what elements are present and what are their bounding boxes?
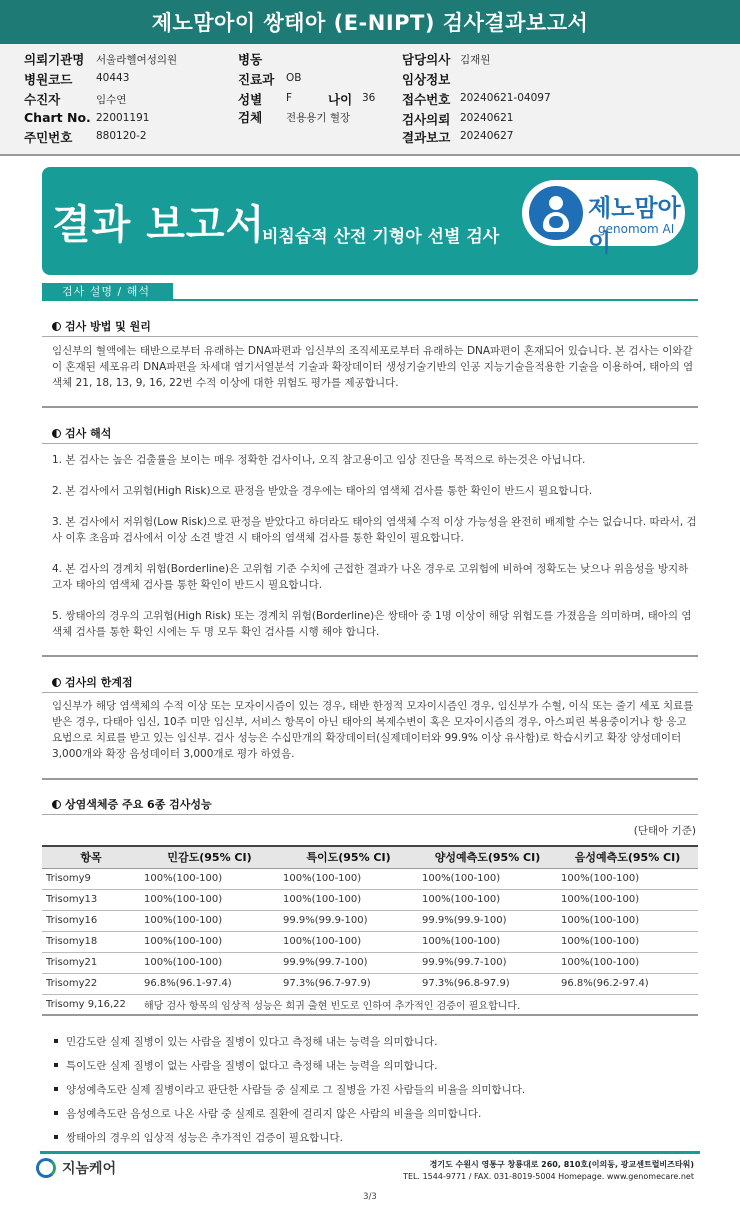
result-banner	[42, 167, 698, 275]
table-header-row	[42, 846, 698, 868]
divider	[42, 443, 698, 444]
cell-value: 100%(100-100)	[418, 889, 557, 910]
bullet-icon	[54, 1087, 58, 1091]
cell-value: 97.3%(96.7-97.9)	[279, 973, 418, 994]
chart-no-value: 22001191	[96, 112, 150, 124]
cell-item: Trisomy18	[42, 931, 140, 952]
table-row	[42, 931, 698, 952]
table-row	[42, 889, 698, 910]
cell-value: 100%(100-100)	[279, 931, 418, 952]
genomecare-logo: 지놈케어	[36, 1158, 116, 1178]
patient-name-value: 임수연	[96, 94, 127, 106]
banner-title: 결과 보고서	[52, 202, 266, 248]
method-heading: 검사 방법 및 원리	[52, 318, 151, 334]
bullet-icon	[54, 1063, 58, 1067]
half-circle-icon	[52, 322, 61, 331]
divider	[42, 692, 698, 693]
chart-no-label: Chart No.	[24, 110, 91, 125]
interpretation-item: 1. 본 검사는 높은 검출률을 보이는 매우 정확한 검사이나, 오직 참고용이고 임상 진단을 목적으로 하는것은 아닙니다.	[52, 454, 586, 466]
interpretation-item: 3. 본 검사에서 저위험(Low Risk)으로 판정을 받았다고 하더라도 태아의 염색체 수적 이상 가능성을 완전히 배제할 수는 없습니다. 따라서, 검사 이후 초음파 검사에서 이상 소견 발견 시 태아의 염색체 검사를 통한 확인이 필요합니다.	[52, 516, 697, 544]
method-text: 임신부의 혈액에는 태반으로부터 유래하는 DNA파편과 임신부의 조직세포로부터 유래하는 DNA파편이 혼재되어 있습니다. 본 검사는 이와같이 혼재된 세포유리 DNA파편을 차세대 염기서열분석 기술과 확장데이터 생성기술기반의 인공 지능기술을적용한 기술을 이용하여, 태아의 염색체 21, 18, 13, 9, 16, 22번 수적 이상에 대한 위험도 평가를 제공합니다.	[52, 345, 694, 389]
col-header-item: 항목	[42, 846, 140, 868]
cell-value: 100%(100-100)	[557, 910, 698, 931]
hospital-label: 의뢰기관명	[24, 52, 85, 67]
list-item: 특이도란 실제 질병이 없는 사람을 질병이 없다고 측정해 내는 능력을 의미합니다.	[54, 1059, 525, 1083]
banner-subtitle: 비침습적 산전 기형아 선별 검사	[262, 227, 500, 247]
request-date-value: 20240621	[460, 112, 514, 124]
col-header-ppv: 양성예측도(95% CI)	[418, 846, 557, 868]
cell-value: 100%(100-100)	[557, 889, 698, 910]
cell-value: 100%(100-100)	[418, 868, 557, 889]
divider	[42, 406, 698, 408]
list-item: 음성예측도란 음성으로 나온 사람 중 실제로 질환에 걸리지 않은 사람의 비율을 의미합니다.	[54, 1107, 525, 1131]
interpretation-item: 4. 본 검사의 경계치 위험(Borderline)은 고위험 기준 수치에 근접한 결과가 나온 경우로 고위험에 비하여 정확도는 낮으나 위음성을 방지하고자 태아의 염색체 검사를 통한 확인이 반드시 필요합니다.	[52, 563, 689, 591]
contact-line: TEL. 1544-9771 / FAX. 031-8019-5004 Homepage. www.genomecare.net	[403, 1172, 694, 1181]
page-number: 3/3	[363, 1192, 377, 1202]
cell-value: 100%(100-100)	[140, 931, 279, 952]
bullet-icon	[54, 1135, 58, 1139]
cell-item: Trisomy13	[42, 889, 140, 910]
footer-divider	[40, 1151, 700, 1154]
mother-baby-icon	[529, 186, 583, 240]
section-tab-explanation: 검사 설명 / 해석	[42, 283, 173, 301]
list-item: 민감도란 실제 질병이 있는 사람을 질병이 있다고 측정해 내는 능력을 의미합니다.	[54, 1035, 525, 1059]
table-row	[42, 973, 698, 994]
performance-table	[42, 845, 698, 1016]
interpretation-item: 2. 본 검사에서 고위험(High Risk)으로 판정을 받았을 경우에는 태아의 염색체 검사를 통한 확인이 반드시 필요합니다.	[52, 485, 593, 497]
interpretation-item: 5. 쌍태아의 경우의 고위험(High Risk) 또는 경계치 위험(Borderline)은 쌍태아 중 1명 이상이 해당 위험도를 가졌음을 의미하며, 태아의 염색체 검사를 통한 확인 시에는 두 명 모두 확인 검사를 시행 해야 합니다.	[52, 610, 692, 638]
ward-label: 병동	[238, 52, 263, 67]
cell-value: 100%(100-100)	[557, 952, 698, 973]
cell-value: 100%(100-100)	[279, 868, 418, 889]
report-title: 제노맘아이 쌍태아 (E-NIPT) 검사결과보고서	[0, 0, 740, 44]
clinical-info-label: 임상정보	[402, 72, 451, 87]
bullet-icon	[54, 1111, 58, 1115]
logo-english-text: genomom AI	[598, 222, 675, 236]
half-circle-icon	[52, 429, 61, 438]
report-date-label: 결과보고	[402, 130, 451, 145]
divider	[42, 778, 698, 780]
divider	[42, 655, 698, 657]
cell-value: 99.9%(99.7-100)	[279, 952, 418, 973]
list-item: 쌍태아의 경우의 임상적 성능은 추가적인 검증이 필요합니다.	[54, 1131, 525, 1155]
cell-item: Trisomy21	[42, 952, 140, 973]
doctor-label: 담당의사	[402, 52, 451, 67]
limitations-heading: 검사의 한계점	[52, 674, 133, 690]
dept-value: OB	[286, 72, 302, 84]
table-row	[42, 910, 698, 931]
cell-value: 100%(100-100)	[140, 910, 279, 931]
performance-heading: 상염색체증 주요 6종 검사성능	[52, 796, 212, 812]
address-line: 경기도 수원시 영통구 창룡대로 260, 810호(이의동, 광교센트럴비즈타워)	[429, 1160, 694, 1169]
cell-value: 100%(100-100)	[418, 931, 557, 952]
specimen-value: 전용용기 혈장	[286, 112, 351, 124]
bullet-icon	[54, 1039, 58, 1043]
half-circle-icon	[52, 678, 61, 687]
cell-value: 96.8%(96.2-97.4)	[557, 973, 698, 994]
age-value: 36	[362, 92, 376, 104]
hospital-value: 서울라헬여성의원	[96, 54, 178, 66]
col-header-sensitivity: 민감도(95% CI)	[140, 846, 279, 868]
limitations-text: 임신부가 해당 염색체의 수적 이상 또는 모자이시즘이 있는 경우, 태반 한정적 모자이시즘인 경우, 임신부가 수혈, 이식 또는 줄기 세포 치료를 받은 경우, 다태아 임신, 10주 미만 임신부, 서비스 항목이 아닌 태아의 복제수변이 혹은 모자이시즘의 경우, 아스피린 복용중이거나 항 응고 요법으로 치료를 받고 있는 임신부. 검사 성능은 수십만개의 확장데이터(실제데이터와 99.9% 이상 유사함)로 학습시키고 확장 양성데이터 3,000개와 확장 음성데이터 3,000개로 평가 하였음.	[52, 700, 694, 760]
table-row	[42, 868, 698, 889]
cell-note: 해당 검사 항목의 임상적 성능은 희귀 출현 빈도로 인하여 추가적인 검증이 필요합니다.	[140, 994, 698, 1015]
receipt-no-label: 접수번호	[402, 92, 451, 107]
genomecare-g-icon	[36, 1158, 56, 1178]
unit-note: (단태아 기준)	[633, 825, 696, 837]
cell-value: 100%(100-100)	[140, 889, 279, 910]
cell-value: 100%(100-100)	[557, 868, 698, 889]
cell-item: Trisomy 9,16,22	[42, 994, 140, 1015]
doctor-value: 김재원	[460, 54, 491, 66]
footer-address	[403, 1159, 694, 1183]
age-label: 나이	[328, 92, 353, 107]
cell-value: 100%(100-100)	[140, 868, 279, 889]
table-row	[42, 952, 698, 973]
cell-value: 100%(100-100)	[279, 889, 418, 910]
resident-no-value: 880120-2	[96, 130, 147, 142]
patient-name-label: 수진자	[24, 92, 61, 107]
cell-value: 97.3%(96.8-97.9)	[418, 973, 557, 994]
receipt-no-value: 20240621-04097	[460, 92, 551, 104]
cell-item: Trisomy9	[42, 868, 140, 889]
cell-value: 99.9%(99.7-100)	[418, 952, 557, 973]
col-header-npv: 음성예측도(95% CI)	[557, 846, 698, 868]
cell-value: 96.8%(96.1-97.4)	[140, 973, 279, 994]
definition-notes	[54, 1035, 525, 1155]
divider	[42, 336, 698, 337]
cell-value: 100%(100-100)	[140, 952, 279, 973]
hospital-code-value: 40443	[96, 72, 130, 84]
list-item: 양성예측도란 실제 질병이라고 판단한 사람들 중 실제로 그 질병을 가진 사람들의 비율을 의미합니다.	[54, 1083, 525, 1107]
cell-value: 99.9%(99.9-100)	[418, 910, 557, 931]
cell-item: Trisomy22	[42, 973, 140, 994]
cell-value: 100%(100-100)	[557, 931, 698, 952]
cell-item: Trisomy16	[42, 910, 140, 931]
dept-label: 진료과	[238, 72, 275, 87]
genomom-logo	[522, 180, 685, 257]
half-circle-icon	[52, 800, 61, 809]
sex-label: 성별	[238, 92, 263, 107]
specimen-label: 검체	[238, 110, 263, 125]
table-row	[42, 994, 698, 1015]
resident-no-label: 주민번호	[24, 130, 73, 145]
hospital-code-label: 병원코드	[24, 72, 73, 87]
cell-value: 99.9%(99.9-100)	[279, 910, 418, 931]
interpretation-heading: 검사 해석	[52, 425, 111, 441]
patient-info-panel	[0, 44, 740, 156]
divider	[42, 814, 698, 815]
sex-value: F	[286, 92, 293, 104]
request-date-label: 검사의뢰	[402, 112, 451, 127]
section-divider	[42, 299, 698, 301]
col-header-specificity: 특이도(95% CI)	[279, 846, 418, 868]
logo-korean-text: 제노맘아이	[588, 194, 681, 257]
report-date-value: 20240627	[460, 130, 514, 142]
